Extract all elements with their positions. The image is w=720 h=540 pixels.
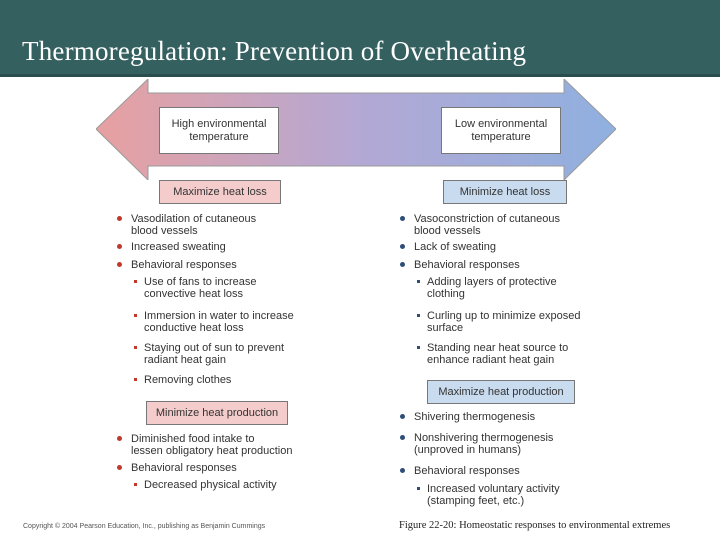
sub-list-item: Immersion in water to increase conductive heat loss [144, 310, 294, 334]
list-item: Nonshivering thermogenesis (unproved in humans) [414, 432, 554, 456]
minimize-heat-production-box: Minimize heat production [146, 401, 288, 425]
bullet-dot [117, 216, 122, 221]
bullet-dot [400, 414, 405, 419]
list-item: Vasoconstriction of cutaneous blood vessels [414, 213, 560, 237]
sub-list-item: Standing near heat source to enhance radiant heat gain [427, 342, 569, 366]
title-bar [0, 0, 720, 77]
bullet-dot [117, 465, 122, 470]
sub-list-item: Adding layers of protective clothing [427, 276, 557, 300]
bullet-dot [400, 244, 405, 249]
bullet-dot [400, 216, 405, 221]
slide-title: Thermoregulation: Prevention of Overheating [22, 36, 527, 66]
list-item: Vasodilation of cutaneous blood vessels [131, 213, 257, 237]
list-item: Behavioral responses [131, 259, 237, 271]
maximize-heat-production-box: Maximize heat production [427, 380, 575, 404]
sub-list-item: Use of fans to increase convective heat loss [144, 276, 257, 300]
sub-bullet-square [134, 314, 137, 317]
list-item: Behavioral responses [414, 465, 520, 477]
bullet-dot [400, 468, 405, 473]
high-temperature-box [159, 107, 279, 154]
minimize-heat-loss-box: Minimize heat loss [443, 180, 567, 204]
sub-bullet-square [134, 483, 137, 486]
high-temperature-label-line2: temperature [189, 130, 249, 143]
sub-bullet-square [417, 487, 420, 490]
sub-list-item: Removing clothes [144, 374, 232, 386]
list-item: Diminished food intake to lessen obligatory heat production [131, 433, 293, 457]
sub-list-item: Curling up to minimize exposed surface [427, 310, 581, 334]
sub-bullet-square [134, 378, 137, 381]
bullet-dot [117, 262, 122, 267]
sub-bullet-square [417, 280, 420, 283]
sub-bullet-square [134, 346, 137, 349]
bullet-dot [400, 435, 405, 440]
bullet-dot [400, 262, 405, 267]
sub-bullet-square [134, 280, 137, 283]
list-item: Behavioral responses [414, 259, 520, 271]
sub-list-item: Staying out of sun to prevent radiant heat gain [144, 342, 285, 366]
sub-list-item: Increased voluntary activity (stamping feet, etc.) [427, 483, 560, 507]
copyright-footer: Copyright © 2004 Pearson Education, Inc., publishing as Benjamin Cummings [23, 523, 266, 530]
high-temperature-label-line1: High environmental [171, 117, 267, 130]
title-bar-accent [0, 74, 720, 77]
low-temperature-label-line1: Low environmental [454, 117, 548, 130]
sub-bullet-square [417, 314, 420, 317]
maximize-heat-loss-box: Maximize heat loss [159, 180, 281, 204]
list-item: Behavioral responses [131, 462, 237, 474]
sub-bullet-square [417, 346, 420, 349]
list-item: Shivering thermogenesis [414, 411, 536, 423]
list-item: Lack of sweating [414, 241, 496, 253]
bullet-dot [117, 436, 122, 441]
low-temperature-label-line2: temperature [471, 130, 531, 143]
list-item: Increased sweating [131, 241, 226, 253]
bullet-dot [117, 244, 122, 249]
figure-caption: Figure 22-20: Homeostatic responses to environmental extremes [399, 520, 671, 531]
low-temperature-box [441, 107, 561, 154]
sub-list-item: Decreased physical activity [144, 479, 277, 491]
